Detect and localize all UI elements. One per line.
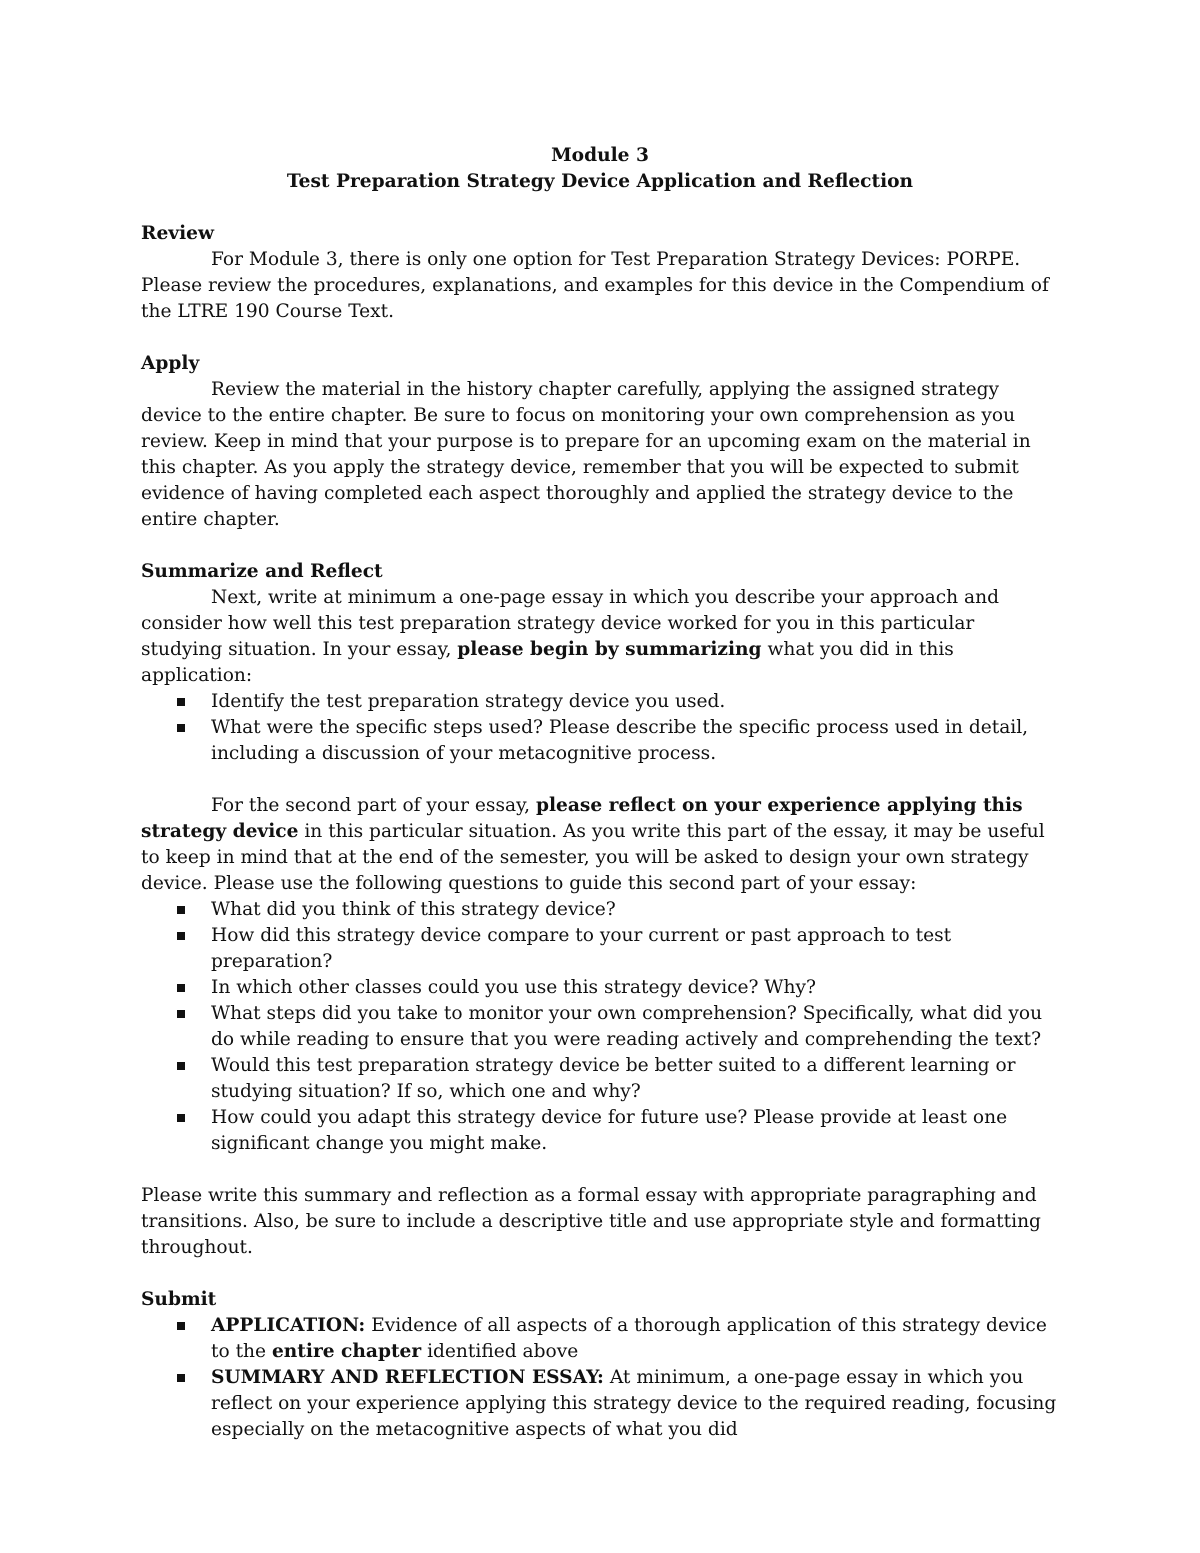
submit-item-text: At minimum, a one-page essay in which you reflect on your experience applying this strategy device to the required reading, focusing especially on the metacognitive aspects of what you did bbox=[211, 1367, 1057, 1440]
square-bullet-icon bbox=[177, 1010, 185, 1018]
document-page bbox=[141, 143, 1059, 1469]
list-item-text: How could you adapt this strategy device for future use? Please provide at least one significant change you might make. bbox=[211, 1107, 1008, 1154]
apply-section bbox=[141, 351, 1059, 533]
review-section bbox=[141, 221, 1059, 325]
summarize-section bbox=[141, 559, 1059, 1261]
list-item-text: Would this test preparation strategy device be better suited to a different learning or studying situation? If so, which one and why? bbox=[211, 1055, 1016, 1102]
list-item bbox=[141, 689, 1059, 715]
list-item bbox=[141, 923, 1059, 975]
title-line-2: Test Preparation Strategy Device Application and Reflection bbox=[286, 171, 914, 192]
square-bullet-icon bbox=[177, 698, 185, 706]
apply-heading: Apply bbox=[141, 353, 200, 374]
list-item-text: How did this strategy device compare to your current or past approach to test preparation? bbox=[211, 925, 952, 972]
summary-bullet-list bbox=[141, 689, 1059, 767]
square-bullet-icon bbox=[177, 1114, 185, 1122]
list-item bbox=[141, 897, 1059, 923]
submit-item-emphasis: entire chapter bbox=[271, 1341, 422, 1362]
reflection-question-list bbox=[141, 897, 1059, 1157]
list-item bbox=[141, 1001, 1059, 1053]
submit-item-text: Evidence of all aspects of a thorough application of this strategy device to the bbox=[211, 1315, 1047, 1362]
review-heading: Review bbox=[141, 223, 214, 244]
list-item bbox=[141, 1053, 1059, 1105]
reflect-intro-emphasis: please reflect on your experience applying this strategy device bbox=[141, 795, 1023, 842]
list-item bbox=[141, 1365, 1059, 1443]
square-bullet-icon bbox=[177, 724, 185, 732]
submit-item-text-end: identified above bbox=[421, 1341, 579, 1362]
list-item bbox=[141, 715, 1059, 767]
square-bullet-icon bbox=[177, 1062, 185, 1070]
closing-paragraph: Please write this summary and reflection as a formal essay with appropriate paragraphing and transitions. Also, be sure to include a descriptive title and use appropriate style and formatting throughout. bbox=[141, 1185, 1041, 1258]
summarize-heading: Summarize and Reflect bbox=[141, 561, 383, 582]
square-bullet-icon bbox=[177, 1322, 185, 1330]
list-item bbox=[141, 975, 1059, 1001]
reflect-intro bbox=[141, 793, 1059, 897]
apply-paragraph: Review the material in the history chapter carefully, applying the assigned strategy device to the entire chapter. Be sure to focus on monitoring your own comprehension as you review. Keep in mind that your purpose is to prepare for an upcoming exam on the material in this chapter. As you apply the strategy device, remember that you will be expected to submit evidence of having completed each aspect thoroughly and applied the strategy device to the entire chapter. bbox=[141, 379, 1031, 530]
review-paragraph: For Module 3, there is only one option for Test Preparation Strategy Devices: PORPE. Please review the procedures, explanations, and examples for this device in the Compendium of the LTRE 190 Course Text. bbox=[141, 249, 1049, 322]
reflect-intro-text-end: in this particular situation. As you write this part of the essay, it may be useful to keep in mind that at the end of the semester, you will be asked to design your own strategy device. Please use the following questions to guide this second part of your essay: bbox=[141, 821, 1045, 894]
submit-item-label: SUMMARY AND REFLECTION ESSAY: bbox=[211, 1367, 604, 1388]
submit-heading: Submit bbox=[141, 1289, 217, 1310]
list-item-text: Identify the test preparation strategy device you used. bbox=[211, 691, 726, 712]
summarize-intro-text: Next, write at minimum a one-page essay in which you describe your approach and consider how well this test preparation strategy device worked for you in this particular studying situation. In your essay, bbox=[141, 587, 1000, 660]
square-bullet-icon bbox=[177, 984, 185, 992]
list-item-text: In which other classes could you use this strategy device? Why? bbox=[211, 977, 816, 998]
document-title bbox=[141, 143, 1059, 195]
list-item-text: What steps did you take to monitor your own comprehension? Specifically, what did you do while reading to ensure that you were reading actively and comprehending the text? bbox=[211, 1003, 1043, 1050]
square-bullet-icon bbox=[177, 1374, 185, 1382]
list-item-text: What did you think of this strategy device? bbox=[211, 899, 616, 920]
list-item-text: What were the specific steps used? Please describe the specific process used in detail, including a discussion of your metacognitive process. bbox=[211, 717, 1029, 764]
list-item bbox=[141, 1105, 1059, 1157]
submit-item-label: APPLICATION: bbox=[211, 1315, 366, 1336]
submit-section bbox=[141, 1287, 1059, 1443]
list-item bbox=[141, 1313, 1059, 1365]
square-bullet-icon bbox=[177, 932, 185, 940]
summarize-intro-emphasis: please begin by summarizing bbox=[457, 639, 762, 660]
square-bullet-icon bbox=[177, 906, 185, 914]
summarize-intro-text-end: what you did in this application: bbox=[141, 639, 954, 686]
submit-list bbox=[141, 1313, 1059, 1443]
summarize-intro bbox=[141, 585, 1059, 689]
title-line-1: Module 3 bbox=[551, 145, 649, 166]
reflect-intro-text: For the second part of your essay, bbox=[211, 795, 536, 816]
